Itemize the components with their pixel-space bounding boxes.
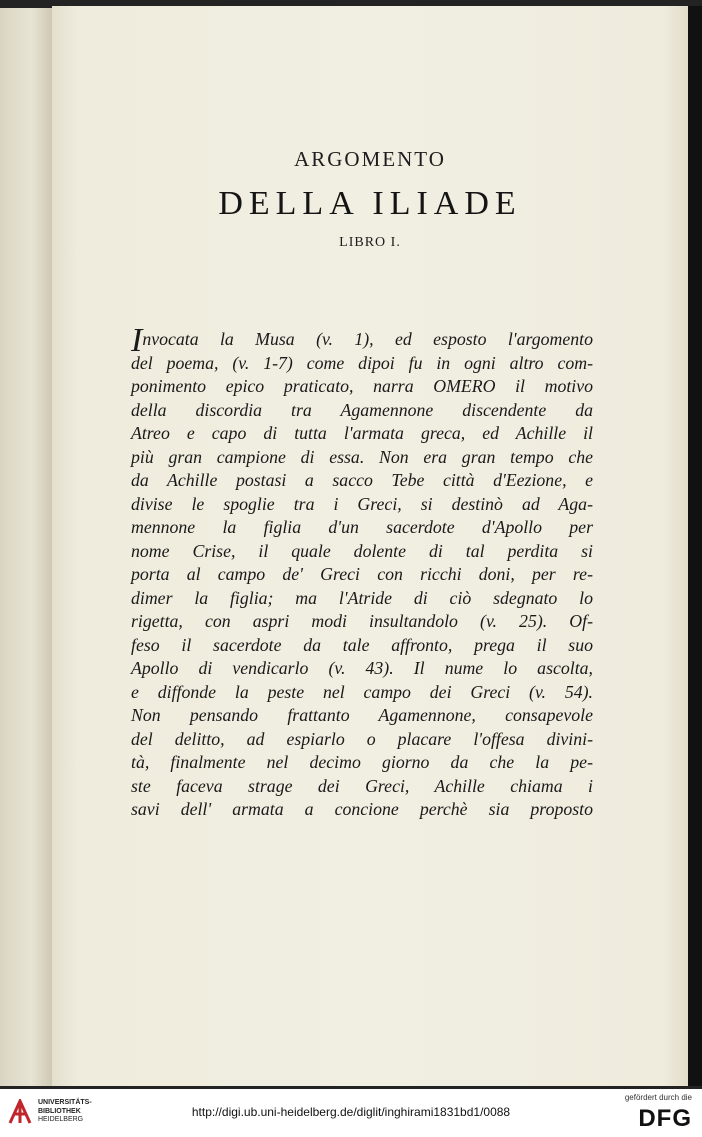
viewer-footer [0,1089,702,1137]
text-line: della discordia tra Agamennone discendente da [131,399,593,420]
text-line: e diffonde la peste nel campo dei Greci (v. 54). [131,681,593,702]
text-line: porta al campo de' Greci con ricchi doni, per re- [131,564,593,584]
text-line: nome Crise, il quale dolente di tal perdita si [131,540,593,561]
dfg-logo[interactable]: DFG [638,1105,692,1132]
text-line: Invocata la Musa (v. 1), ed esposto l'argomento [131,322,593,359]
text-line: mennone la figlia d'un sacerdote d'Apollo per [131,517,593,537]
text-line: feso il sacerdote da tale affronto, prega il suo [131,634,593,655]
text-line: dimer la figlia; ma l'Atride di ciò sdegnato lo [131,587,593,608]
text-line: Apollo di vendicarlo (v. 43). Il nume lo ascolta, [131,658,593,678]
scan-edge [688,6,702,1086]
text-line: del poema, (v. 1-7) come dipoi fu in ogni altro com- [131,352,593,373]
text-line: più gran campione di essa. Non era gran tempo che [131,446,593,467]
text-line: del delitto, ad espiarlo o placare l'offesa divini- [131,728,593,749]
page-url-link[interactable]: http://digi.ub.uni-heidelberg.de/diglit/inghirami1831bd1/0088 [191,1105,511,1119]
text-line: Atreo e capo di tutta l'armata greca, ed Achille il [131,423,593,443]
library-name[interactable]: UNIVERSITÄTS- BIBLIOTHEK HEIDELBERG [38,1099,92,1123]
text-line: savi dell' armata a concione perchè sia proposto [131,799,593,819]
book-page [52,6,688,1086]
drop-cap: I [131,322,143,359]
text-line: da Achille postasi a sacco Tebe città d'Eezione, e [131,470,593,490]
text-line: divise le spoglie tra i Greci, si destinò ad Aga- [131,493,593,514]
text-line: rigetta, con aspri modi insultandolo (v. 25). Of- [131,611,593,631]
heading-libro: LIBRO I. [339,235,401,250]
funding-label: gefördert durch die [624,1093,692,1102]
text-line: ponimento epico praticato, narra OMERO il motivo [131,376,593,396]
body-text [131,322,593,822]
text-line: tà, finalmente nel decimo giorno da che la pe- [131,752,593,772]
text-line: Non pensando frattanto Agamennone, consapevole [131,705,593,725]
text-line: ste faceva strage dei Greci, Achille chiama i [131,775,593,796]
heading-argomento: ARGOMENTO [294,147,446,171]
page-title: DELLA ILIADE [218,185,522,222]
left-page-edge [0,8,53,1086]
